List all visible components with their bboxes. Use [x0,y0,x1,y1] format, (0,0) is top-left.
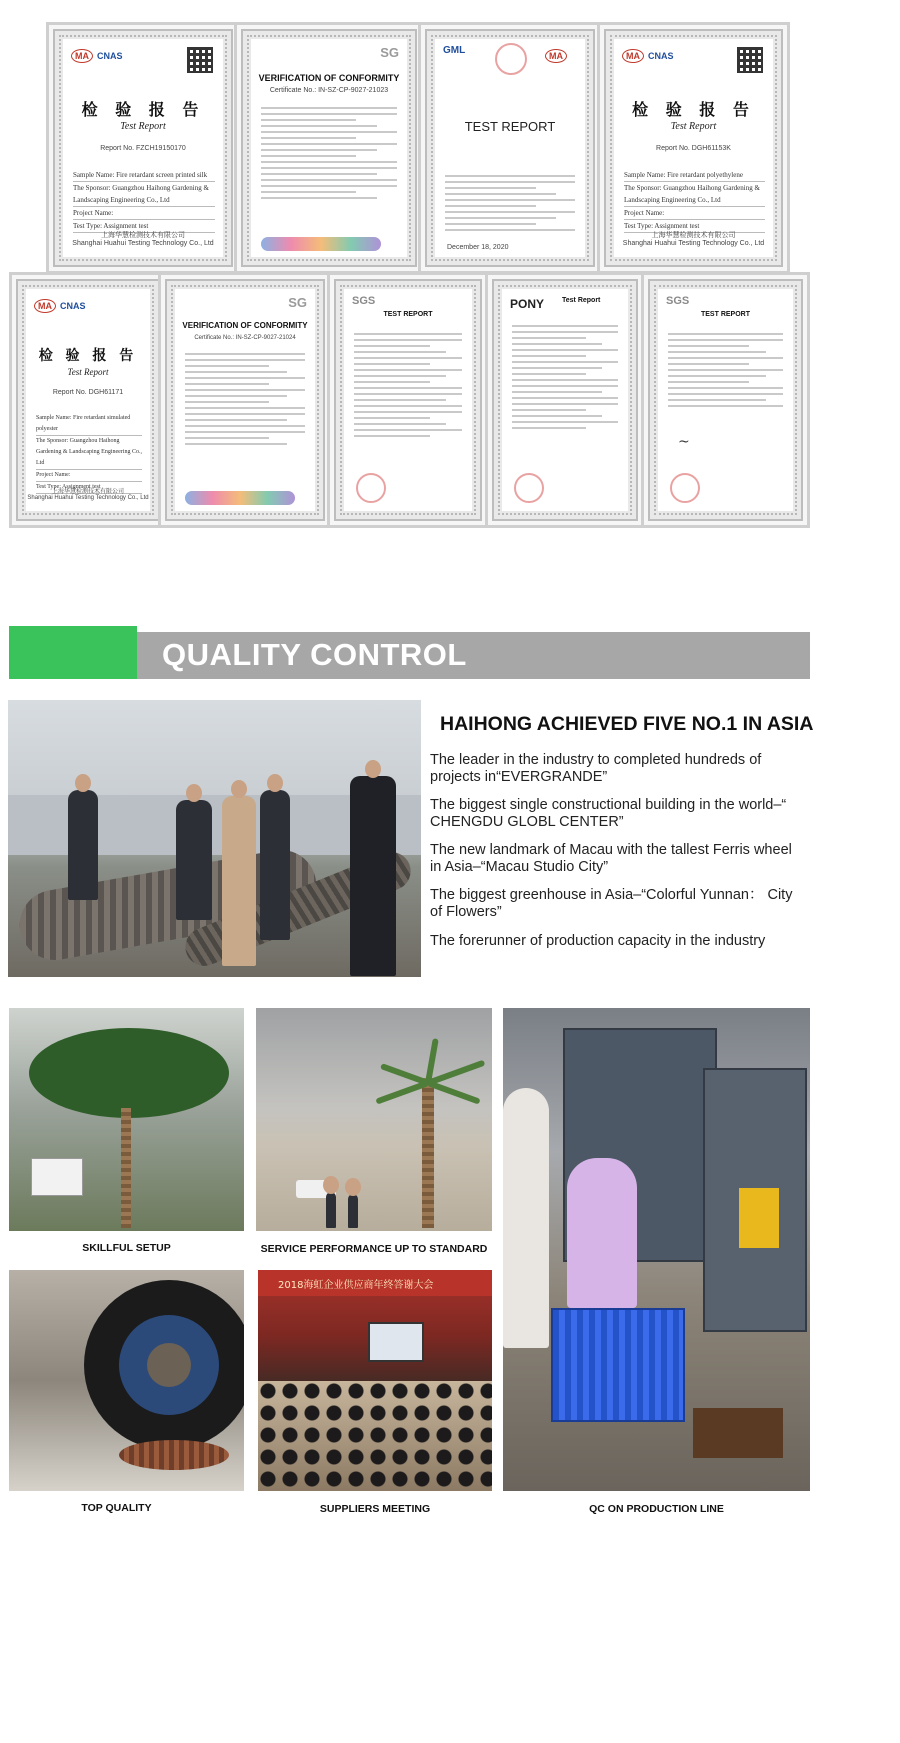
report-number: Report No. FZCH19150170 [100,145,186,152]
certificate-en-title: Test Report [67,367,109,377]
section-title: QUALITY CONTROL [162,637,467,672]
certificate-cn-report-3 [9,272,167,528]
photo-qc-inspection [8,700,421,977]
certificate-voc-2 [158,272,332,528]
certificate-number: Certificate No.: IN-SZ-CP-9027-21024 [194,335,296,341]
certificate-en-title: Test Report [120,121,166,132]
certificate-text-lines [354,329,462,441]
caption-top-quality: TOP QUALITY [81,1502,152,1514]
audience [258,1381,492,1491]
certificate-voc-1 [234,22,424,274]
achievement-item: The leader in the industry to completed hundreds of projects in“EVERGRANDE” [430,752,762,785]
certificate-title: VERIFICATION OF CONFORMITY [258,73,400,83]
photo-suppliers-meeting [258,1270,492,1491]
certificate-en-title: Test Report [670,121,717,132]
caption-production-line: QC ON PRODUCTION LINE [589,1503,724,1515]
report-number: Report No. DGH61171 [52,389,124,396]
red-stamp-icon [670,473,700,503]
certificate-cn-title: 检 验 报 告 [632,100,755,119]
tree-trunk [121,1108,131,1228]
artificial-bark-sample [119,1440,229,1470]
palm-leaf [427,1080,481,1104]
certificate-footer: 上海华慧检测技术有限公司 Shanghai Huahui Testing Technology Co., Ltd [27,489,149,501]
truck-tyre [84,1280,244,1450]
certificate-fields: Sample Name: Fire retardant screen printed silk The Sponsor: Guangzhou Haihong Gardening & Landscaping Engineering Co., Ltd Project Name: Test Type: Assignment test [73,169,215,233]
person [260,790,290,940]
sgs-logo: SGS [666,295,690,307]
pony-logo: PONY [510,297,545,311]
worker [503,1088,549,1348]
caption-suppliers-meeting: SUPPLIERS MEETING [319,1503,431,1515]
certificate-text-lines [668,329,783,411]
ma-cnas-logos: MA CNAS [622,49,678,63]
certificate-gml-report [418,22,602,274]
red-stamp-icon [514,473,544,503]
certificate-title: Test Report [562,297,601,304]
achievement-item: The new landmark of Macau with the tallest Ferris wheel in Asia–“Macau Studio City” [430,842,792,875]
sgs-wings-graphic [185,491,295,505]
certificate-sgs-report-2 [641,272,810,528]
certificate-text-lines [261,103,397,203]
certificate-fields: Sample Name: Fire retardant polyethylene The Sponsor: Guangzhou Haihong Gardening & Landscaping Engineering Co., Ltd Project Name: Test Type: Assignment test [624,169,765,233]
wheel-hub [147,1343,191,1387]
section-banner-accent [9,626,137,679]
catalog-book [31,1158,83,1196]
ma-cnas-logos: MA [545,49,571,63]
blue-crate [551,1308,685,1422]
pine-tree-canopy [29,1028,229,1118]
machine-control-panel [739,1188,779,1248]
ma-cnas-logos: MA CNAS [34,299,90,313]
certificate-footer: 上海华慧检测技术有限公司 Shanghai Huahui Testing Technology Co., Ltd [72,232,214,247]
caption-service-performance: SERVICE PERFORMANCE UP TO STANDARD [260,1243,488,1255]
certificate-sgs-report-1 [327,272,489,528]
certificate-cn-report-1 [46,22,240,274]
certificate-footer: 上海华慧检测技术有限公司 Shanghai Huahui Testing Technology Co., Ltd [622,232,765,247]
certificate-title: TEST REPORT [464,119,556,134]
qr-code-icon [737,47,763,73]
caption-skillful-setup: SKILLFUL SETUP [82,1242,171,1254]
ma-cnas-logos: MA CNAS [71,49,127,63]
achievement-item: The forerunner of production capacity in the industry [430,933,766,949]
issue-date: December 18, 2020 [447,244,509,251]
achievements-heading: HAIHONG ACHIEVED FIVE NO.1 IN ASIA [440,713,814,735]
palm-leaf [380,1063,429,1086]
palm-trunk [422,1078,434,1228]
certificate-fields: Sample Name: Fire retardant simulated polyester The Sponsor: Guangzhou Haihong Gardening & Landscaping Engineering Co., Ltd Project Name: Test Type: Assignment test [36,413,142,494]
person [176,800,212,920]
worker [567,1158,637,1308]
certificate-cn-title: 检 验 报 告 [38,348,138,364]
certificate-title: VERIFICATION OF CONFORMITY [182,321,308,330]
gml-logo: GML [443,45,466,56]
signature-mark: ~ [678,434,690,450]
sgs-logo: SG [380,45,399,60]
qr-code-icon [187,47,213,73]
photo-production-line [503,1008,810,1491]
certificate-title: TEST REPORT [383,311,433,318]
certificate-text-lines [512,321,618,433]
sgs-wings-graphic [261,237,381,251]
sgs-logo: SG [288,295,307,310]
certificate-number: Certificate No.: IN-SZ-CP-9027-21023 [269,87,389,94]
certificate-text-lines [445,171,575,235]
projector-screen [368,1322,424,1362]
person [68,790,98,900]
achievement-item: The biggest single constructional building in the world–“ CHENGDU GLOBL CENTER” [430,797,787,830]
report-number: Report No. DGH61153K [656,145,731,152]
person [222,796,256,966]
person [348,1194,358,1228]
certificate-text-lines [185,349,305,449]
sgs-logo: SGS [352,295,376,307]
red-stamp-icon [495,43,527,75]
achievement-item: The biggest greenhouse in Asia–“Colorful Yunnan： City of Flowers” [430,887,793,920]
photo-skillful-setup [9,1008,244,1231]
photo-top-quality [9,1270,244,1491]
certificate-cn-report-2 [597,22,790,274]
meeting-banner: 2018海虹企业供应商年终答谢大会 [258,1270,492,1296]
photo-service-performance [256,1008,492,1231]
person [326,1192,336,1228]
certificate-cn-title: 检 验 报 告 [81,100,205,119]
certificate-pony-report [485,272,645,528]
person [350,776,396,976]
red-stamp-icon [356,473,386,503]
workbench [693,1408,783,1458]
certificate-title: TEST REPORT [700,311,750,318]
